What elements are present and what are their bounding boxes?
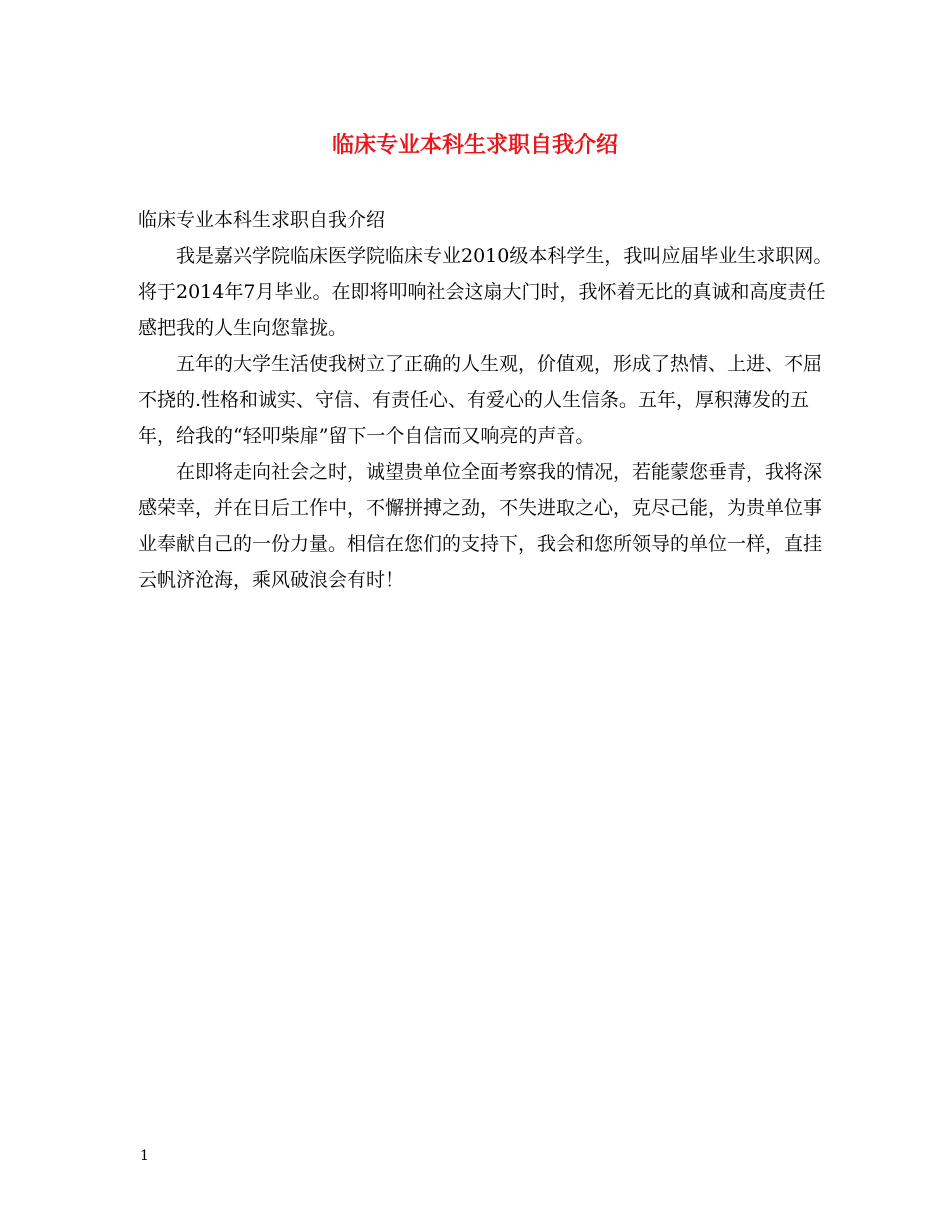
document-title: 临床专业本科生求职自我介绍 (331, 133, 618, 158)
paragraph-1: 我是嘉兴学院临床医学院临床专业2010级本科学生，我叫应届毕业生求职网。将于2014年7月毕业。在即将叩响社会这扇大门时，我怀着无比的真诚和高度责任感把我的人生向您靠拢。 (138, 245, 833, 339)
paragraph-3: 在即将走向社会之时，诚望贵单位全面考察我的情况，若能蒙您垂青，我将深感荣幸，并在日后工作中，不懈拼搏之劲，不失进取之心，克尽己能，为贵单位事业奉献自己的一份力量。相信在您们的支持下，我会和您所领导的单位一样，直挂云帆济沧海，乘风破浪会有时！ (138, 461, 823, 591)
page-number: 1 (140, 1148, 149, 1164)
document-body (138, 202, 833, 598)
paragraph-2: 五年的大学生活使我树立了正确的人生观，价值观，形成了热情、上进、不屈不挠的.性格和诚实、守信、有责任心、有爱心的人生信条。五年，厚积薄发的五年，给我的“轻叩柴扉”留下一个自信而又响亮的声音。 (138, 353, 823, 447)
document-subtitle: 临床专业本科生求职自我介绍 (138, 209, 386, 231)
